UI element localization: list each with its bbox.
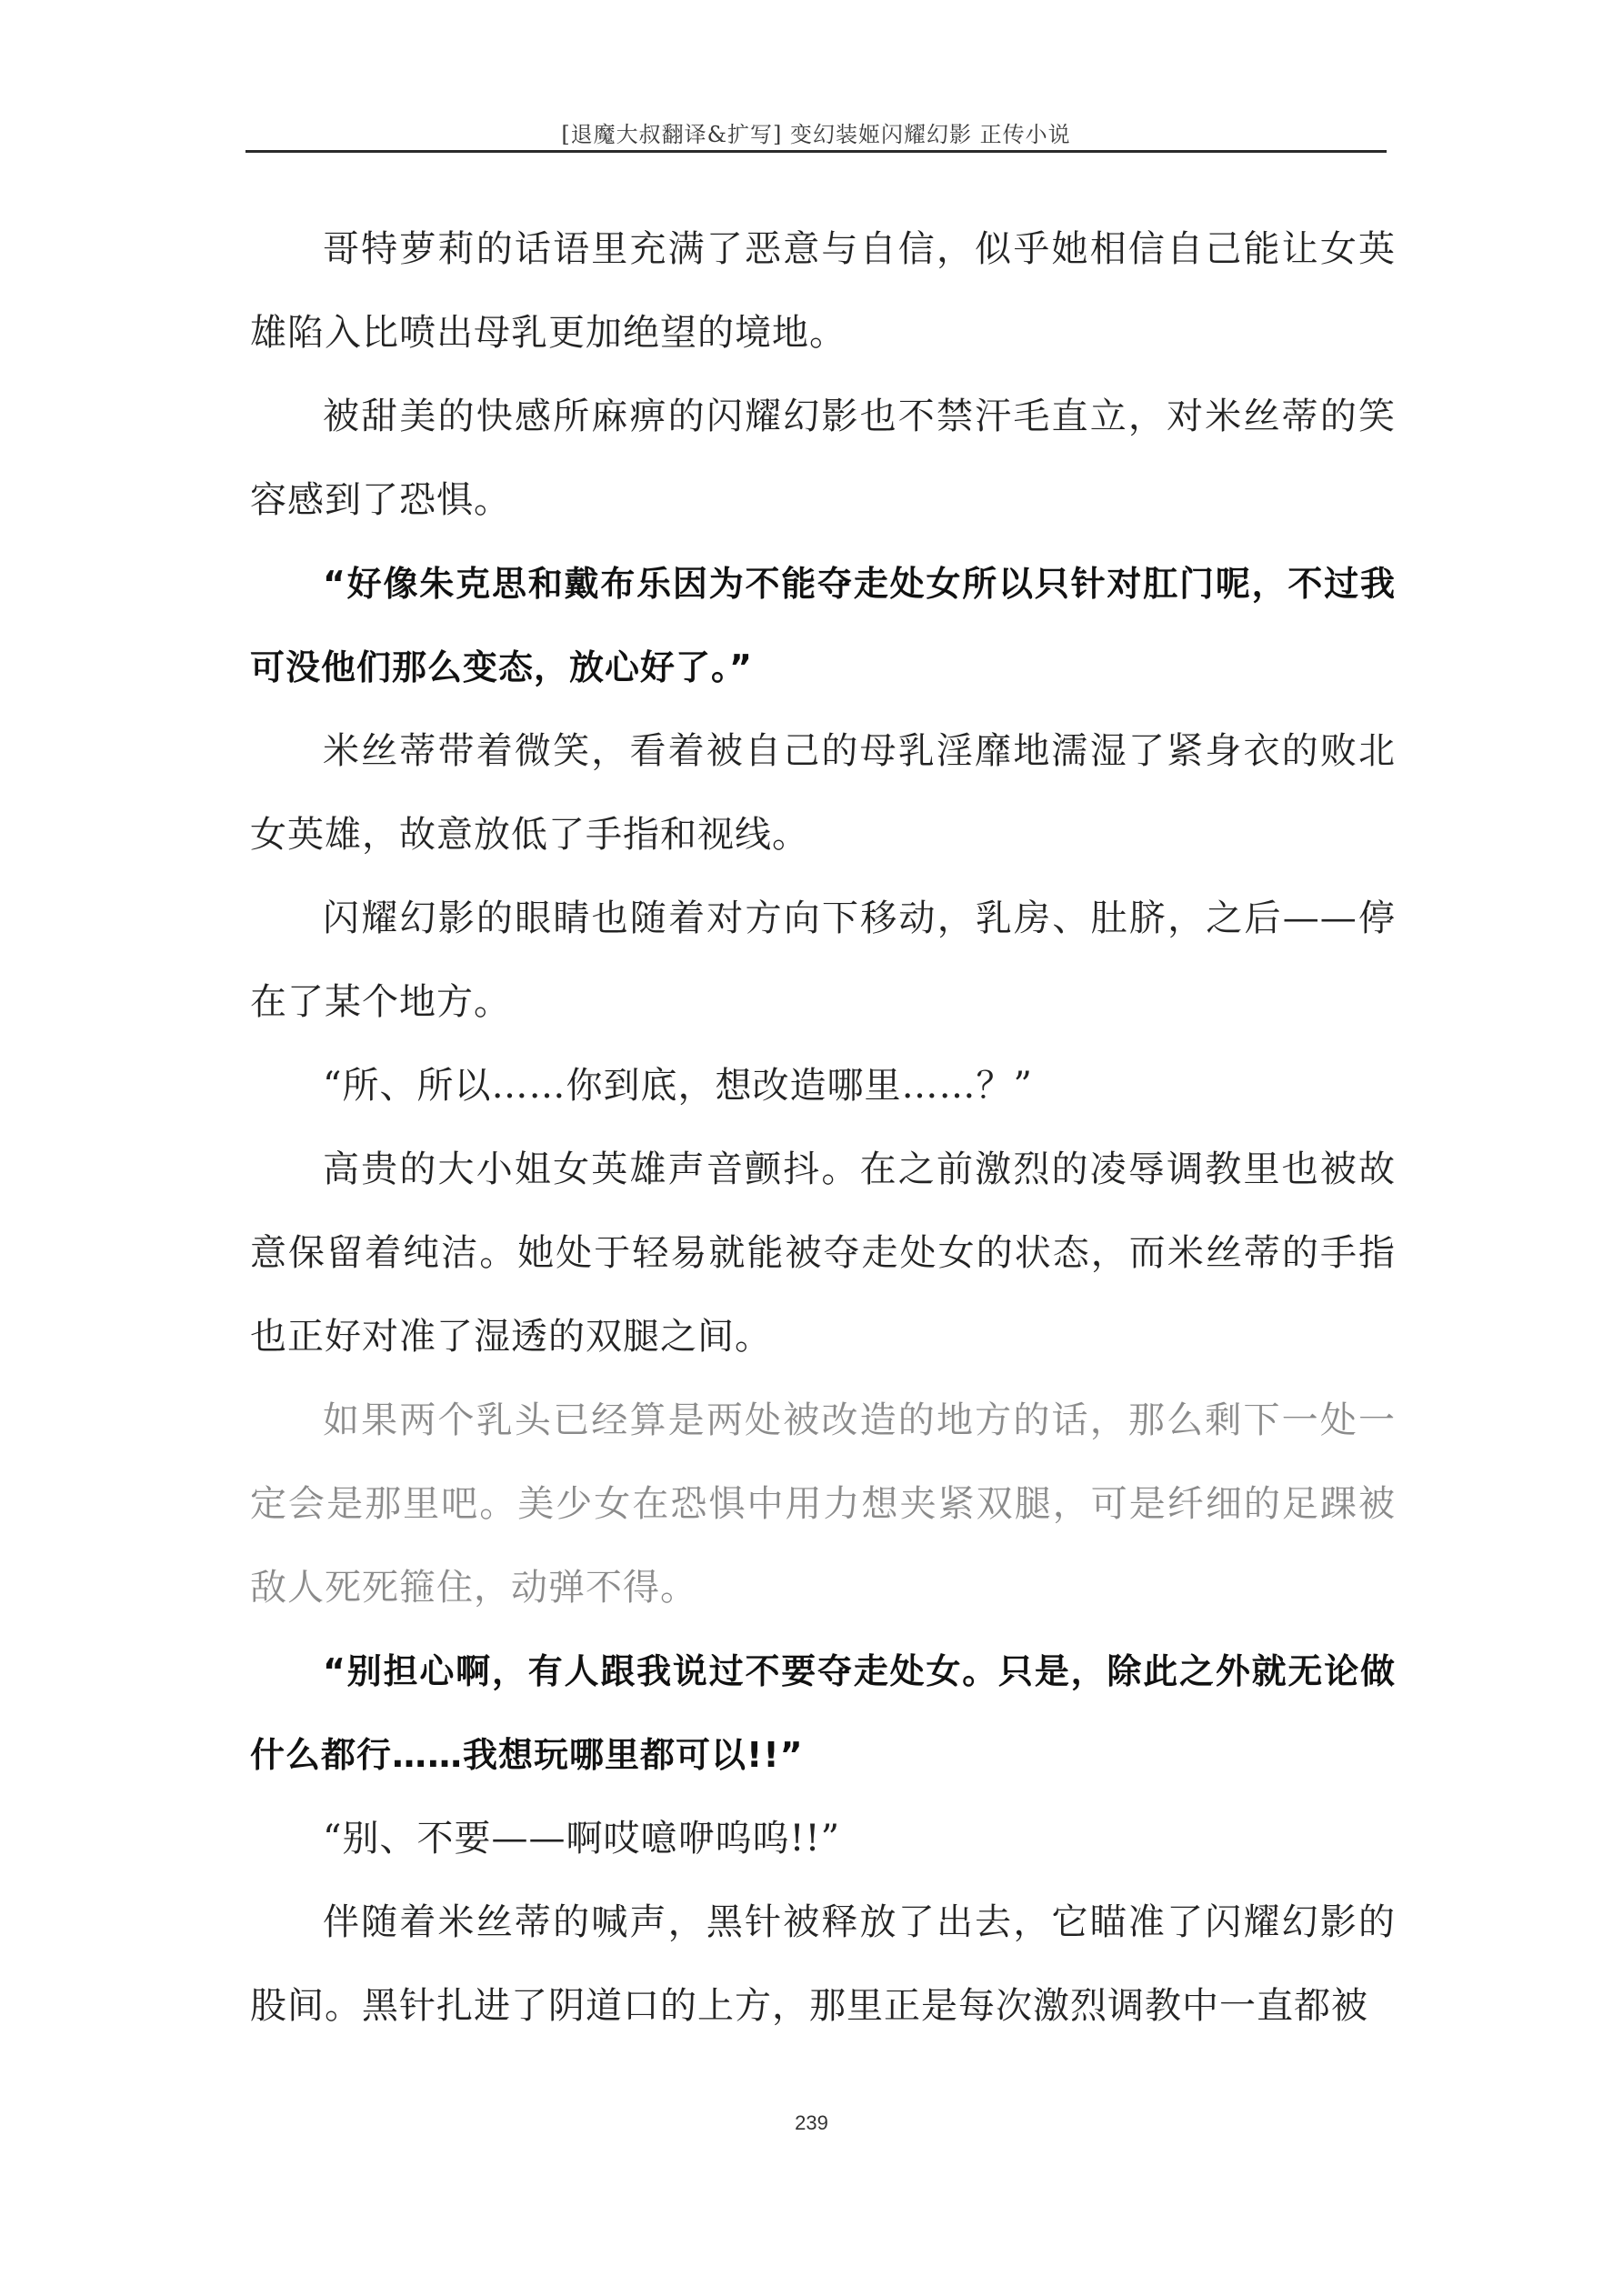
body-text: [250, 207, 1396, 2048]
header-rule: [245, 150, 1387, 153]
paragraph: 伴随着米丝蒂的喊声，黑针被释放了出去，它瞄准了闪耀幻影的股间。黑针扎进了阴道口的上方，那里正是每次激烈调教中一直都被: [250, 1901, 1396, 2027]
paragraph: 哥特萝莉的话语里充满了恶意与自信，似乎她相信自己能让女英雄陷入比喷出母乳更加绝望的境地。: [250, 228, 1396, 354]
paragraph: “好像朱克思和戴布乐因为不能夺走处女所以只针对肛门呢，不过我可没他们那么变态，放心好了。”: [250, 564, 1396, 687]
paragraph: 闪耀幻影的眼睛也随着对方向下移动，乳房、肚脐，之后——停在了某个地方。: [250, 897, 1396, 1023]
paragraph: 高贵的大小姐女英雄声音颤抖。在之前激烈的凌辱调教里也被故意保留着纯洁。她处于轻易就能被夺走处女的状态，而米丝蒂的手指也正好对准了湿透的双腿之间。: [250, 1148, 1396, 1358]
paragraph: 米丝蒂带着微笑，看着被自己的母乳淫靡地濡湿了紧身衣的败北女英雄，故意放低了手指和视线。: [250, 730, 1396, 856]
paragraph: “所、所以……你到底，想改造哪里……？”: [323, 1065, 1033, 1107]
paragraph: “别担心啊，有人跟我说过不要夺走处女。只是，除此之外就无论做什么都行……我想玩哪里都可以!!”: [250, 1651, 1396, 1775]
paragraph: 如果两个乳头已经算是两处被改造的地方的话，那么剩下一处一定会是那里吧。美少女在恐惧中用力想夹紧双腿，可是纤细的足踝被敌人死死箍住，动弹不得。: [250, 1399, 1396, 1609]
running-header: [退魔大叔翻译&扩写] 变幻装姬闪耀幻影 正传小说: [561, 122, 1071, 147]
paragraph: 被甜美的快感所麻痹的闪耀幻影也不禁汗毛直立，对米丝蒂的笑容感到了恐惧。: [250, 396, 1396, 521]
page-number: 239: [795, 2111, 828, 2134]
paragraph: “别、不要——啊哎噫咿呜呜!!”: [323, 1818, 841, 1860]
